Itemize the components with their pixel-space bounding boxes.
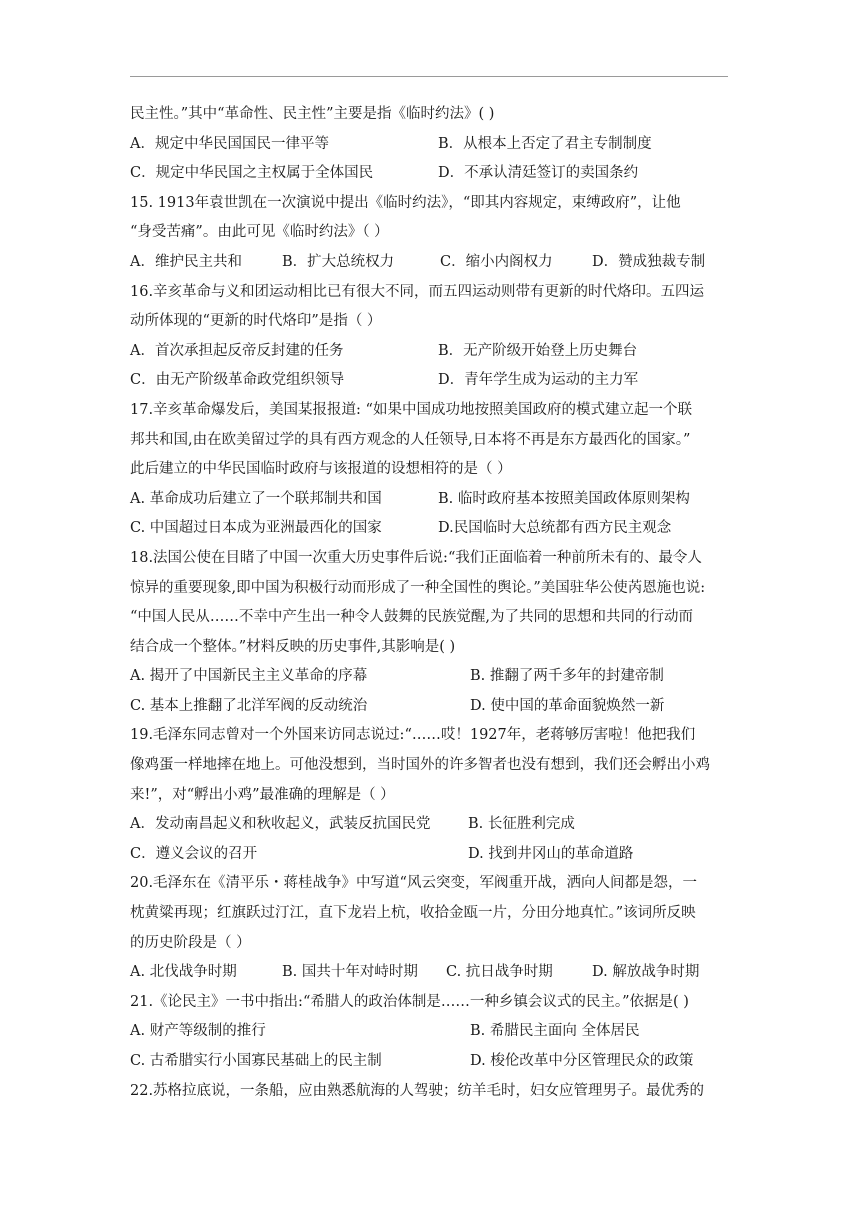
question-stem-line: 21.《论民主》一书中指出:“希腊人的政治体制是……一种乡镇会议式的民主。”依据是( ) [130,993,689,1010]
option-b[interactable]: B．从根本上否定了君主专制制度 [438,135,652,152]
option-c[interactable]: C．缩小内阁权力 [440,253,553,270]
question-stem-line: 动所体现的“更新的时代烙印”是指（ ） [130,313,382,330]
question-stem-line: 邦共和国,由在欧美留过学的具有西方观念的人任领导,日本将不再是东方最西化的国家。” [130,431,691,448]
question-stem-line: 20.毛泽东在《清平乐・蒋桂战争》中写道“风云突变，军阀重开战，洒向人间都是怨，一 [130,875,697,892]
question-stem-line: “中国人民从……不幸中产生出一种令人鼓舞的民族觉醒,为了共同的思想和共同的行动而 [130,609,694,626]
question-stem-line: 来!”，对“孵出小鸡”最准确的理解是（ ） [130,786,395,803]
options-row [130,159,730,189]
option-d[interactable]: D. 找到井冈山的革命道路 [468,845,634,862]
question-stem-line: 的历史阶段是（ ） [130,934,251,951]
options-row [130,958,730,988]
question-16 [130,278,730,396]
question-stem-line: 像鸡蛋一样地摔在地上。可他没想到，当时国外的许多智者也没有想到，我们还会孵出小鸡 [130,757,710,774]
option-b[interactable]: B. 国共十年对峙时期 [282,964,418,981]
question-stem-line: 17.辛亥革命爆发后，美国某报报道: “如果中国成功地按照美国政府的模式建立起一个联 [130,401,692,418]
option-a[interactable]: A. 财产等级制的推行 [130,1023,266,1040]
option-a[interactable]: A．首次承担起反帝反封建的任务 [130,342,344,359]
option-a[interactable]: A. 北伐战争时期 [130,964,237,981]
option-c[interactable]: C. 基本上推翻了北洋军阀的反动统治 [130,697,368,714]
option-c[interactable]: C．遵义会议的召开 [130,845,258,862]
options-row [130,248,730,278]
question-stem-line: 22.苏格拉底说，一条船，应由熟悉航海的人驾驶；纺羊毛时，妇女应管理男子。最优秀的 [130,1082,705,1099]
options-row [130,692,730,722]
question-20 [130,869,730,987]
question-stem-line: “身受苦痛”。由此可见《临时约法》（ ） [130,224,389,241]
option-c[interactable]: C. 中国超过日本成为亚洲最西化的国家 [130,520,382,537]
option-d[interactable]: D.民国临时大总统都有西方民主观念 [438,520,672,537]
option-d[interactable]: D. 解放战争时期 [592,964,700,981]
option-c[interactable]: C．由无产阶级革命政党组织领导 [130,372,345,389]
question-stem-line: 枕黄粱再现；红旗跃过汀江，直下龙岩上杭，收拾金瓯一片，分田分地真忙。”该词所反映 [130,905,696,922]
option-d[interactable]: D．青年学生成为运动的主力军 [438,372,639,389]
options-row [130,514,730,544]
question-19 [130,721,730,869]
option-b[interactable]: B. 希腊民主面向 全体居民 [470,1023,640,1040]
option-b[interactable]: B．无产阶级开始登上历史舞台 [438,342,638,359]
option-d[interactable]: D. 使中国的革命面貌焕然一新 [470,697,665,714]
options-row [130,337,730,367]
option-a[interactable]: A. 革命成功后建立了一个联邦制共和国 [130,490,382,507]
question-14 [130,100,730,189]
option-d[interactable]: D．不承认清廷签订的卖国条约 [438,165,639,182]
option-c[interactable]: C．规定中华民国之主权属于全体国民 [130,165,374,182]
option-a[interactable]: A．维护民主共和 [130,253,242,270]
question-21 [130,988,730,1077]
question-stem-line: 惊异的重要现象,即中国为积极行动而形成了一种全国性的舆论。”美国驻华公使芮恩施也说: [130,579,706,596]
option-b[interactable]: B. 推翻了两千多年的封建帝制 [470,668,664,685]
option-d[interactable]: D. 梭伦改革中分区管理民众的政策 [470,1053,694,1069]
exam-page [130,100,730,1106]
question-stem-line: 16.辛亥革命与义和团运动相比已有很大不同，而五四运动则带有更新的时代烙印。五四运 [130,283,705,300]
option-b[interactable]: B. 长征胜利完成 [468,816,575,833]
option-d[interactable]: D．赞成独裁专制 [592,253,706,270]
question-stem-line: 19.毛泽东同志曾对一个外国来访同志说过:“……哎！1927年，老蒋够厉害啦！他把我们 [130,727,696,744]
options-row [130,1047,730,1077]
option-b[interactable]: B．扩大总统权力 [282,253,395,270]
options-row [130,662,730,692]
options-row [130,485,730,515]
option-a[interactable]: A．规定中华民国国民一律平等 [130,135,329,152]
options-row [130,840,730,870]
question-22 [130,1077,730,1107]
question-stem-line: 民主性。”其中“革命性、民主性”主要是指《临时约法》( ) [130,106,495,122]
question-15 [130,189,730,278]
question-stem-line: 18.法国公使在目睹了中国一次重大历史事件后说:“我们正面临着一种前所未有的、最令人 [130,549,702,566]
options-row [130,1017,730,1047]
option-c[interactable]: C. 抗日战争时期 [446,964,553,981]
question-18 [130,544,730,722]
question-stem-line: 结合成一个整体。”材料反映的历史事件,其影响是( ) [130,638,456,655]
options-row [130,130,730,160]
option-c[interactable]: C. 古希腊实行小国寡民基础上的民主制 [130,1053,382,1069]
option-a[interactable]: A. 揭开了中国新民主主义革命的序幕 [130,668,368,685]
options-row [130,810,730,840]
options-row [130,366,730,396]
question-17 [130,396,730,544]
option-b[interactable]: B. 临时政府基本按照美国政体原则架构 [438,490,690,507]
question-stem-line: 此后建立的中华民国临时政府与该报道的设想相符的是（ ） [130,461,512,478]
header-rule [130,76,728,77]
option-a[interactable]: A．发动南昌起义和秋收起义，武装反抗国民党 [130,816,431,833]
question-stem-line: 15. 1913年袁世凯在一次演说中提出《临时约法》，“即其内容规定，束缚政府”，让他 [130,194,681,211]
